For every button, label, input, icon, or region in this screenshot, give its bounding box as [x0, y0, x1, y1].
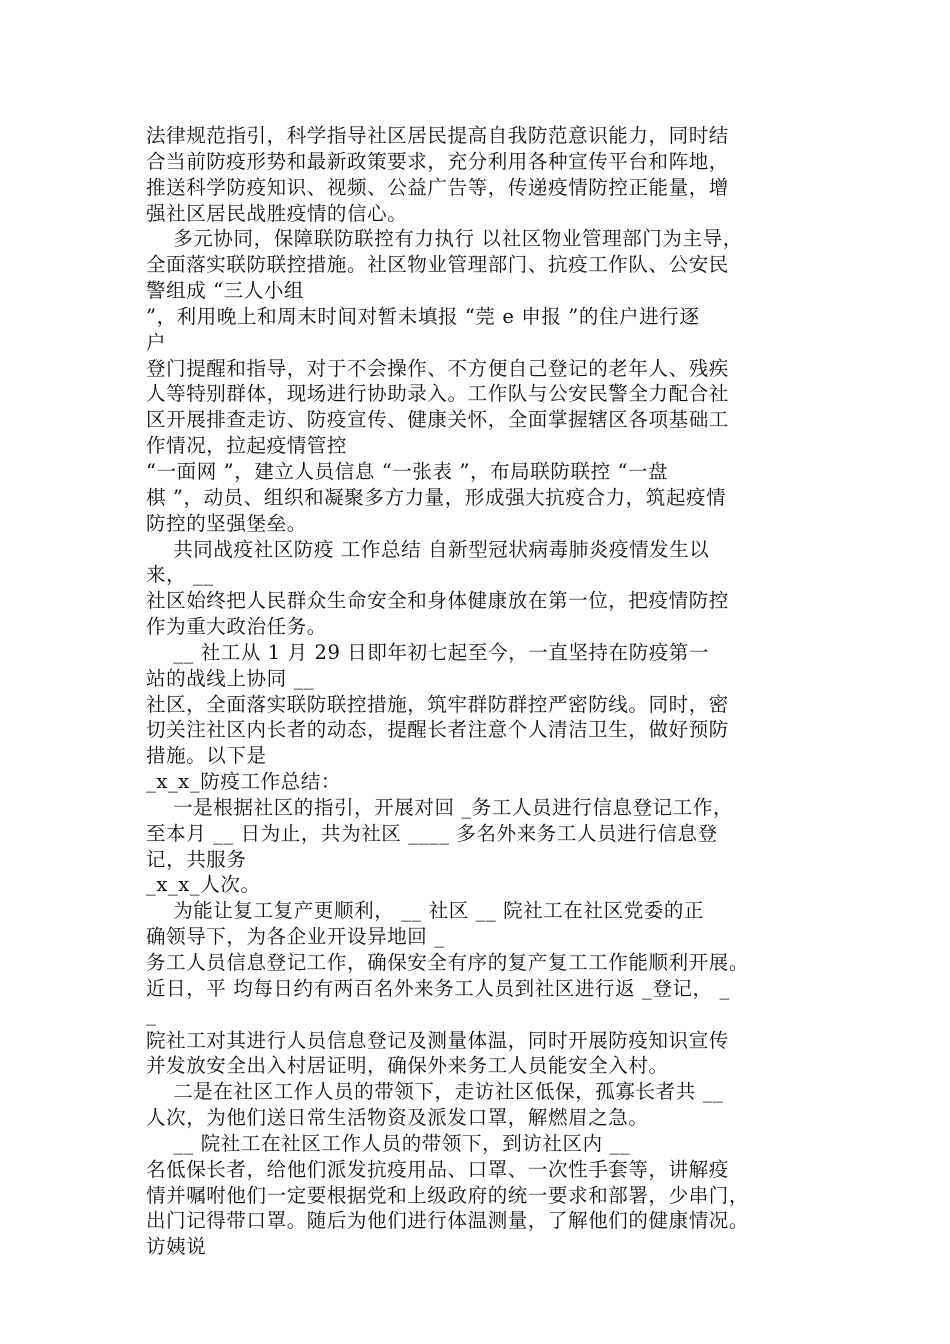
- text-line: 措施。以下是: [146, 744, 267, 768]
- text-line: 名低保长者，给他们派发抗疫用品、口罩、一次性手套等，讲解疫: [146, 1157, 729, 1181]
- text-line: __ 社工从 1 月 29 日即年初七起至今，一直坚持在防疫第一: [146, 640, 710, 664]
- text-line: 共同战疫社区防疫 工作总结 自新型冠状病毒肺炎疫情发生以: [146, 537, 710, 561]
- text-line: 社区，全面落实联防联控措施，筑牢群防群控严密防线。同时，密: [146, 692, 729, 716]
- text-line: 人等特别群体，现场进行协助录入。工作队与公安民警全力配合社: [146, 382, 729, 406]
- text-line: 并发放安全出入村居证明，确保外来务工人员能安全入村。: [146, 1054, 669, 1078]
- text-line: 社区始终把人民群众生命安全和身体健康放在第一位，把疫情防控: [146, 589, 729, 613]
- text-line: _: [146, 1002, 157, 1026]
- text-line: 作为重大政治任务。: [146, 615, 327, 639]
- text-line: 为能让复工复产更顺利， __ 社区 __ 院社工在社区党委的正: [146, 899, 705, 923]
- text-line: 全面落实联防联控措施。社区物业管理部门、抗疫工作队、公安民: [146, 253, 729, 277]
- text-line: _x_x_防疫工作总结：: [146, 770, 341, 794]
- text-line: 二是在社区工作人员的带领下，走访社区低保，孤寡长者共 __: [146, 1080, 724, 1104]
- text-line: 至本月 __ 日为止，共为社区 ____ 多名外来务工人员进行信息登: [146, 821, 718, 845]
- text-line: 确领导下，为各企业开设异地回 _: [146, 925, 445, 949]
- text-line: 记，共服务: [146, 847, 247, 871]
- text-line: 切关注社区内长者的动态，提醒长者注意个人清洁卫生，做好预防: [146, 718, 729, 742]
- text-line: _x_x_人次。: [146, 873, 261, 897]
- text-line: 户: [146, 330, 167, 354]
- text-line: 近日，平 均每日约有两百名外来务工人员到社区进行返 _登记， _: [146, 976, 730, 1000]
- text-line: 院社工对其进行人员信息登记及测量体温，同时开展防疫知识宣传: [146, 1028, 729, 1052]
- text-line: __ 院社工在社区工作人员的带领下，到访社区内 __: [146, 1131, 631, 1155]
- text-line: 防控的坚强堡垒。: [146, 511, 307, 535]
- text-line: 合当前防疫形势和最新政策要求，充分利用各种宣传平台和阵地，: [146, 149, 729, 173]
- text-line: 来， __: [146, 563, 214, 587]
- text-line: 一是根据社区的指引，开展对回 _务工人员进行信息登记工作，: [146, 795, 734, 819]
- text-line: 务工人员信息登记工作，确保安全有序的复产复工工作能顺利开展。: [146, 951, 750, 974]
- text-line: 访姨说: [146, 1235, 207, 1259]
- text-line: “一面网 ”，建立人员信息 “一张表 ”，布局联防联控 “一盘: [146, 459, 669, 483]
- text-line: 法律规范指引，科学指导社区居民提高自我防范意识能力，同时结: [146, 124, 729, 147]
- text-line: 作情况，拉起疫情管控: [146, 434, 348, 458]
- document-body: [146, 123, 826, 1260]
- text-line: 警组成 “三人小组: [146, 279, 305, 303]
- text-line: 人次，为他们送日常生活物资及派发口罩，解燃眉之急。: [146, 1106, 649, 1130]
- text-line: 推送科学防疫知识、视频、公益广告等，传递疫情防控正能量，增: [146, 175, 729, 199]
- text-line: 出门记得带口罩。随后为他们进行体温测量，了解他们的健康情况。: [146, 1209, 750, 1233]
- text-line: ”，利用晚上和周末时间对暂未填报 “莞 e 申报 ”的住户进行逐: [146, 304, 700, 328]
- text-line: 多元协同，保障联防联控有力执行 以社区物业管理部门为主导，: [146, 227, 743, 251]
- text-line: 棋 ”，动员、组织和凝聚多方力量，形成强大抗疫合力，筑起疫情: [146, 485, 727, 509]
- text-line: 站的战线上协同 __: [146, 666, 315, 690]
- text-line: 区开展排查走访、防疫宣传、健康关怀，全面掌握辖区各项基础工: [146, 408, 729, 432]
- text-line: 情并嘱咐他们一定要根据党和上级政府的统一要求和部署，少串门，: [146, 1183, 750, 1207]
- text-line: 登门提醒和指导，对于不会操作、不方便自己登记的老年人、残疾: [146, 356, 729, 380]
- text-line: 强社区居民战胜疫情的信心。: [146, 201, 408, 225]
